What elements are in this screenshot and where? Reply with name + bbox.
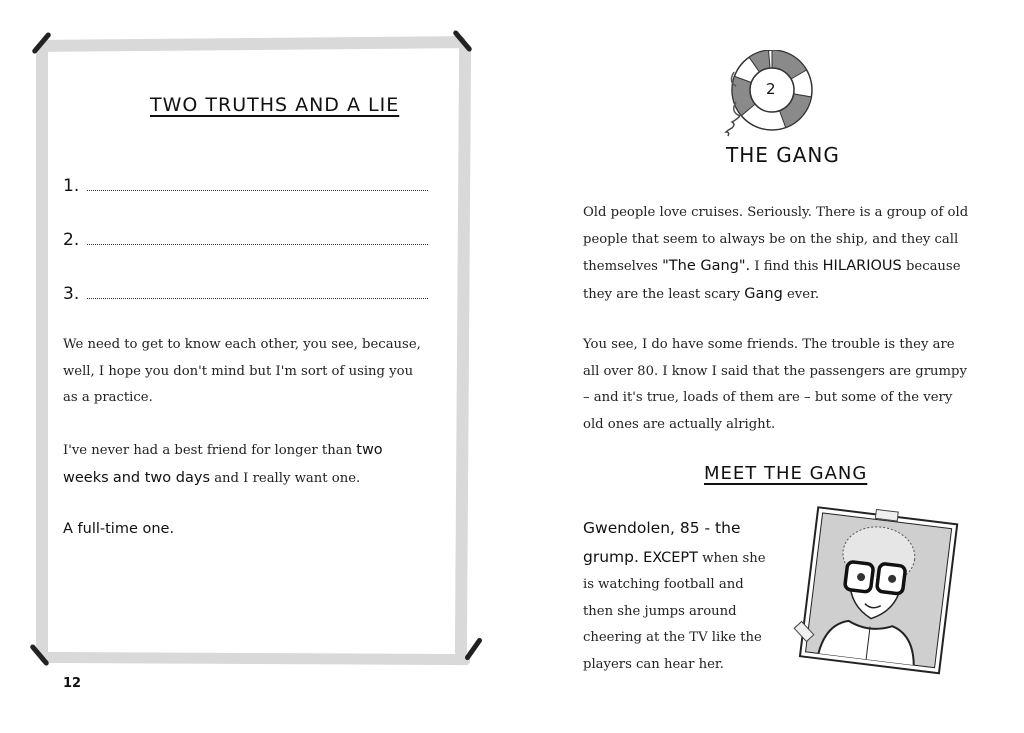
chapter-number: 2	[766, 80, 776, 98]
line-number: 2.	[63, 230, 80, 250]
gwendolen-portrait	[786, 505, 966, 685]
truth-lie-line-3[interactable]	[63, 284, 428, 304]
text-run: and I really want one.	[210, 470, 361, 486]
left-page-title: TWO TRUTHS AND A LIE	[150, 94, 400, 116]
frame-bottom-border	[40, 652, 470, 665]
text-run: when she is watching football and then she jumps around cheering at the TV like the players can hear her.	[583, 550, 766, 672]
left-paragraph-1: We need to get to know each other, you see, because, well, I hope you don't mind but I'm sort of using you as a practice.	[63, 337, 421, 405]
frame-left-border	[36, 44, 48, 656]
line-number: 1.	[63, 176, 80, 196]
handwritten-text: Gwendolen, 85 - the grump.	[583, 519, 741, 566]
truth-lie-line-2[interactable]	[63, 230, 428, 250]
lifebuoy-icon	[718, 50, 818, 140]
handwritten-text: Gang	[744, 285, 783, 302]
right-paragraph-2: You see, I do have some friends. The trouble is they are all over 80. I know I said that the passengers are grumpy – and it's true, loads of them are – but some of the very old ones are actually alright.	[583, 337, 967, 432]
page-number: 12	[63, 676, 82, 691]
text-run: I've never had a best friend for longer than	[63, 443, 357, 458]
frame-top-border	[40, 36, 465, 52]
chapter-title: THE GANG	[726, 143, 840, 167]
right-paragraph-1	[583, 200, 973, 308]
text-run: Old people love cruises. Seriously. There is a group of old people that seem to always be on the ship, and they call themselves	[583, 205, 969, 274]
dotted-answer-line	[87, 243, 428, 245]
dotted-answer-line	[87, 297, 428, 299]
truth-lie-line-1[interactable]	[63, 176, 428, 196]
gwendolen-description	[583, 515, 773, 678]
line-number: 3.	[63, 284, 80, 304]
handwritten-text: two weeks	[63, 442, 383, 486]
handwritten-text: EXCEPT	[643, 549, 699, 566]
frame-right-border	[455, 44, 471, 656]
section-title: MEET THE GANG	[704, 463, 868, 484]
text-run: because they are the least scary	[583, 259, 961, 302]
text-run: I find this	[750, 259, 823, 274]
left-paragraph-2	[63, 437, 428, 492]
handwritten-text: "The Gang".	[662, 258, 751, 274]
handwritten-text: A full-time one.	[63, 521, 175, 537]
handwritten-text: HILARIOUS	[822, 258, 902, 274]
handwritten-text: and two days	[112, 469, 210, 486]
text-run: ever.	[782, 286, 820, 302]
left-paragraph-3	[63, 516, 423, 543]
dotted-answer-line	[87, 189, 428, 191]
